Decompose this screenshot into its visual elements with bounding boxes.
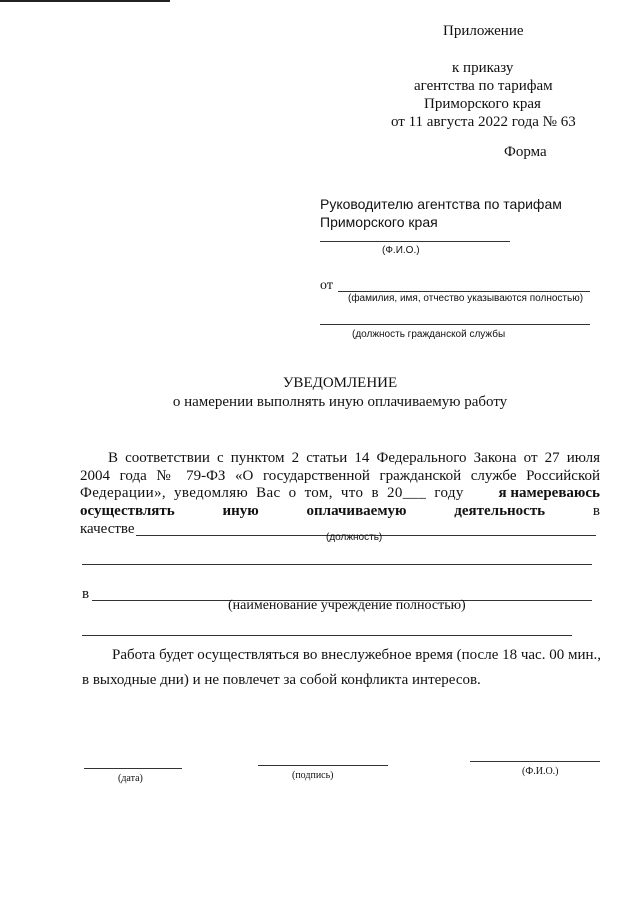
order-line-1: к приказу <box>452 60 514 76</box>
in-label: в <box>82 586 90 602</box>
body-word-4: деятельность <box>454 503 546 519</box>
institution-caption: (наименование учреждение полностью) <box>228 598 466 613</box>
institution-underline-2 <box>82 635 572 636</box>
body-line-3 <box>80 485 600 502</box>
capacity-caption: (должность) <box>326 532 383 543</box>
signer-fio-underline <box>470 761 600 762</box>
body-line-2: 2004 года № 79-ФЗ «О государственной гражданской службе Российской <box>80 468 600 484</box>
addressee-line-1: Руководителю агентства по тарифам <box>320 196 562 212</box>
position-caption: (должность гражданской службы <box>352 329 506 340</box>
capacity-underline-2 <box>82 564 592 565</box>
work-time-line-2: в выходные дни) и не повлечет за собой конфликта интересов. <box>82 672 481 688</box>
body-line-3-bold: я намереваюсь <box>498 485 600 501</box>
body-word-2: иную <box>222 503 259 519</box>
position-underline <box>320 324 590 325</box>
appendix-label: Приложение <box>443 23 524 39</box>
form-label: Форма <box>504 144 547 160</box>
date-caption: (дата) <box>118 773 143 784</box>
body-word-5: в <box>592 503 600 519</box>
capacity-label: качестве <box>80 521 135 537</box>
body-word-3: оплачиваемую <box>306 503 407 519</box>
body-word-1: осуществлять <box>80 503 175 519</box>
order-line-4: от 11 августа 2022 года № 63 <box>391 114 576 130</box>
signature-underline <box>258 765 388 766</box>
date-underline <box>84 768 182 769</box>
order-line-3: Приморского края <box>424 96 541 112</box>
fio-caption: (Ф.И.О.) <box>382 245 420 256</box>
fio-underline <box>320 241 510 242</box>
from-underline <box>338 291 590 292</box>
body-line-4 <box>80 503 600 520</box>
notice-subtitle: о намерении выполнять иную оплачиваемую работу <box>172 394 508 410</box>
scan-edge-mark <box>0 0 170 2</box>
signature-caption: (подпись) <box>292 770 334 781</box>
work-time-line-1: Работа будет осуществляться во внеслужебное время (после 18 час. 00 мин., <box>112 647 602 663</box>
addressee-line-2: Приморского края <box>320 214 438 230</box>
order-line-2: агентства по тарифам <box>414 78 553 94</box>
from-caption: (фамилия, имя, отчество указываются полностью) <box>348 293 584 304</box>
from-label: от <box>320 278 333 293</box>
notice-title: УВЕДОМЛЕНИЕ <box>282 375 398 391</box>
body-line-3-text: Федерации», уведомляю Вас о том, что в 20___ году <box>80 485 464 501</box>
signer-fio-caption: (Ф.И.О.) <box>522 766 559 777</box>
body-line-1: В соответствии с пунктом 2 статьи 14 Федерального Закона от 27 июля <box>108 450 600 466</box>
